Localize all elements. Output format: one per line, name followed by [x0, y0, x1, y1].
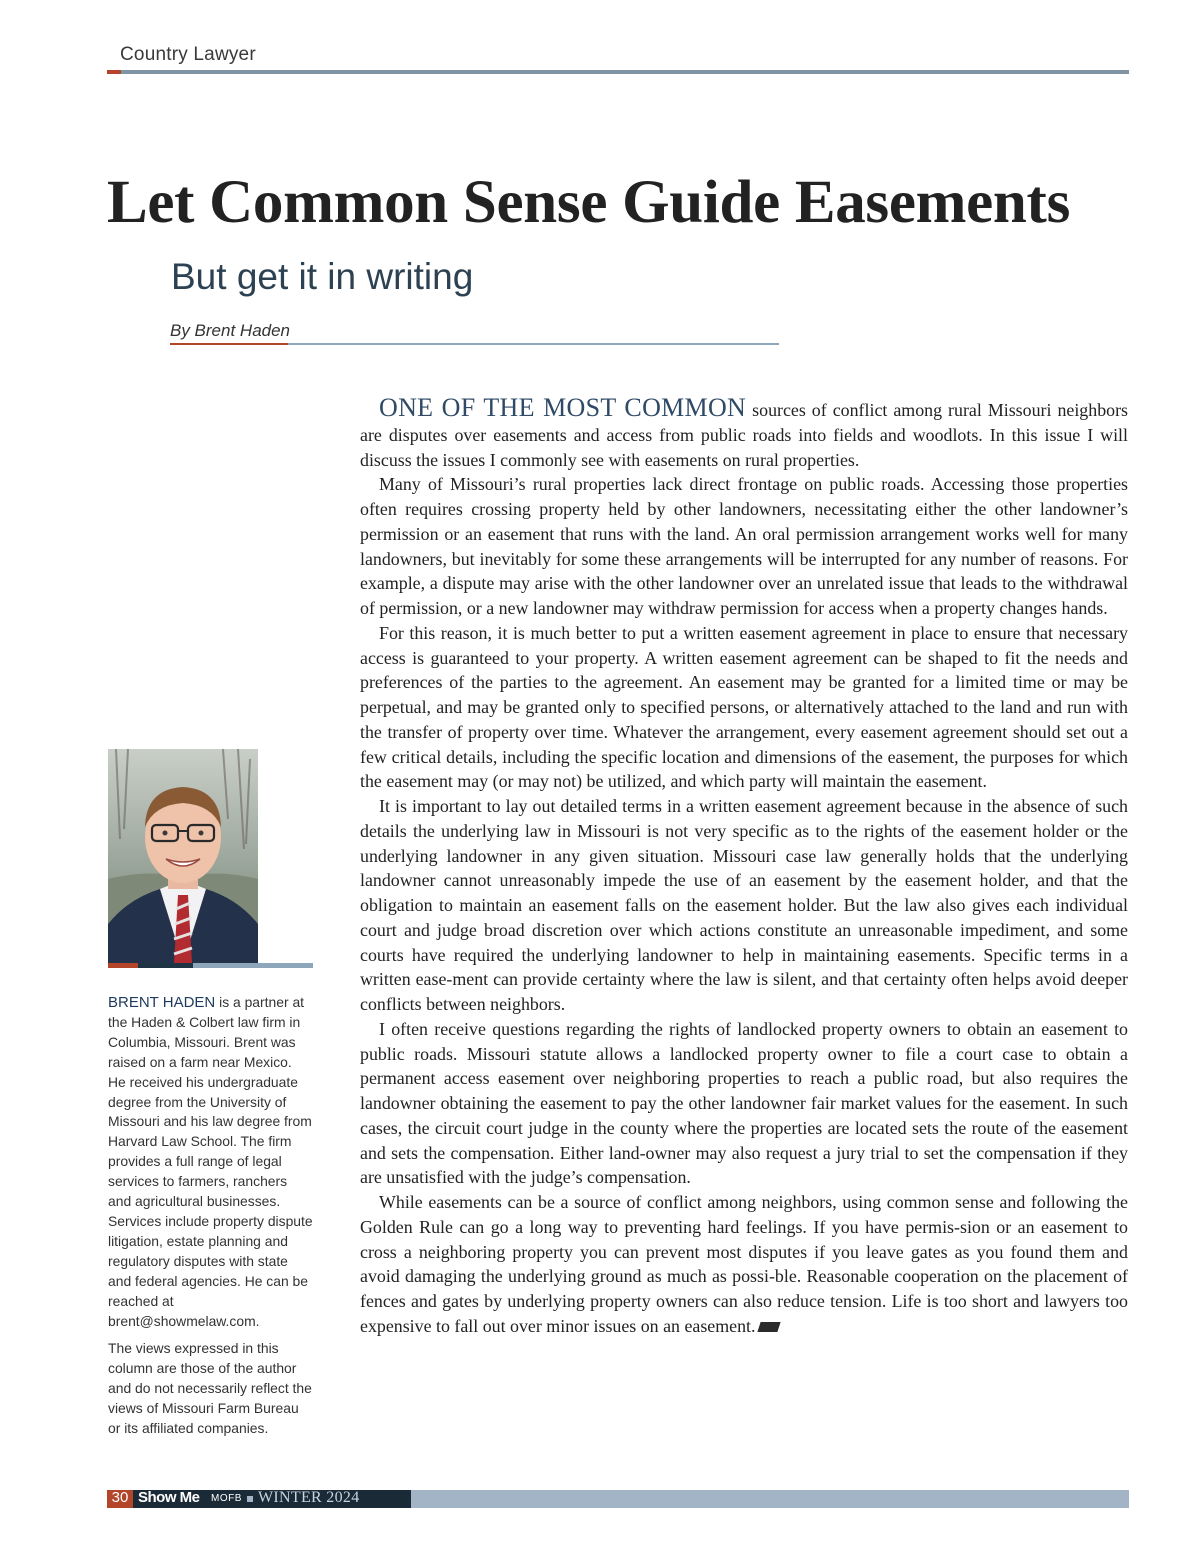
- bio-text: is a partner at the Haden & Colbert law firm in Columbia, Missouri. Brent was raised on a farm near Mexico. He received his undergraduate degree from the University of Missouri and his law degree from Harvard Law School. The firm provides a full range of legal services to farmers, ranchers and agricultural businesses. Services include property dispute litigation, estate planning and regulatory disputes with state and federal agencies. He can be reached at brent@showmelaw.com.: [108, 994, 313, 1329]
- section-rule-accent: [107, 70, 121, 74]
- footer-separator-square: [247, 1496, 253, 1502]
- byline: By Brent Haden: [170, 321, 291, 340]
- article-headline: Let Common Sense Guide Easements: [107, 169, 1071, 236]
- page-number: 30: [111, 1489, 129, 1506]
- disclaimer: The views expressed in this column are those of the author and do not necessarily reflect the views of Missouri Farm Bureau or its affiliated companies.: [108, 1340, 312, 1437]
- magazine-name: Show Me: [138, 1489, 200, 1506]
- section-rule: [107, 70, 1129, 74]
- article-paragraph: Many of Missouri’s rural properties lack direct frontage on public roads. Accessing those properties often requires crossing property held by other landowners, necessitating either the other landowner’s permission or an easement that runs with the land. An oral permission arrangement works well for many landowners, but inevitably for some these arrangements will be interrupted for any number of reasons. For example, a dispute may arise with the other landowner over an unrelated issue that leads to the withdrawal of permission, or a new landowner may withdraw permission for access when a property changes hands.: [360, 474, 1128, 618]
- article-subhead: But get it in writing: [171, 256, 474, 297]
- photo-rule-accent-red: [108, 963, 138, 968]
- article-paragraph: [360, 393, 1129, 472]
- paragraph-text: sources of conflict among rural Missouri neighbors are disputes over easements and access from public roads into fields and woodlots. In this issue I will discuss the issues I commonly see with easements on rural properties.: [360, 400, 1129, 470]
- author-photo: [108, 749, 258, 963]
- end-mark-icon: [758, 1322, 781, 1332]
- issue-label: WINTER 2024: [258, 1489, 360, 1506]
- author-name: BRENT HADEN: [108, 994, 216, 1011]
- paragraph-text: While easements can be a source of conflict among neighbors, using common sense and following the Golden Rule can go a long way to preventing hard feelings. If you have permis-sion or an easement to cross a neighboring property you can prevent most disputes if you leave gates as you found them and avoid damaging the underlying ground as much as possi-ble. Reasonable cooperation on the placement of fences and gates by underlying property owners can also reduce tension. Life is too short and lawyers too expensive to fall out over minor issues on an easement.: [360, 1192, 1128, 1336]
- bio-paragraph: [108, 993, 313, 1331]
- section-label: Country Lawyer: [120, 44, 256, 65]
- author-bio: [108, 993, 313, 1447]
- article-paragraph: [360, 1190, 1128, 1339]
- lead-in: ONE OF THE MOST COMMON: [379, 393, 747, 422]
- article-body: [360, 393, 1129, 1339]
- byline-rule-accent: [170, 343, 288, 345]
- article-paragraph: For this reason, it is much better to put a written easement agreement in place to ensure that necessary access is guaranteed to your property. A written easement agreement can be shaped to fit the needs and preferences of the parties to the agreement. An easement may be granted for a limited time or may be perpetual, and may be granted only to specified persons, or alternatively attached to the land and run with the transfer of property over time. Whatever the arrangement, every easement agreement should set out a few critical details, including the specific location and dimensions of the easement, the purposes for which the easement may (or may not) be utilized, and which party will maintain the easement.: [360, 622, 1128, 792]
- photo-rule-accent-navy: [138, 963, 193, 968]
- article-paragraph: I often receive questions regarding the rights of landlocked property owners to obtain an easement to public roads. Missouri statute allows a landlocked property owner to file a court case to obtain a permanent access easement over neighboring properties to reach a public road, but also requires the landowner obtaining the easement to pay the other landowner fair market values for the easement. In such cases, the circuit court judge in the county where the properties are located sets the route of the easement and sets the compensation. Either land-owner may also request a jury trial to set the compensation if they are unsatisfied with the judge’s compensation.: [360, 1018, 1128, 1188]
- article-paragraph: It is important to lay out detailed terms in a written easement agreement because in the absence of such details the underlying law in Missouri is not very specific as to the rights of the easement holder or the underlying landowner in any given situation. Missouri case law generally holds that the underlying landowner cannot unreasonably impede the use of an easement by the easement holder, and that the obligation to maintain an easement falls on the easement holder. But the law also gives each individual court and judge broad discretion over which actions constitute an unreasonable impediment, and some courts have required the underlying landowner to help in maintaining easements. Specific terms in a written ease-ment can provide certainty where the law is silent, and that certainty often helps avoid deeper conflicts between neighbors.: [360, 796, 1128, 1014]
- publisher-name: MOFB: [211, 1493, 242, 1504]
